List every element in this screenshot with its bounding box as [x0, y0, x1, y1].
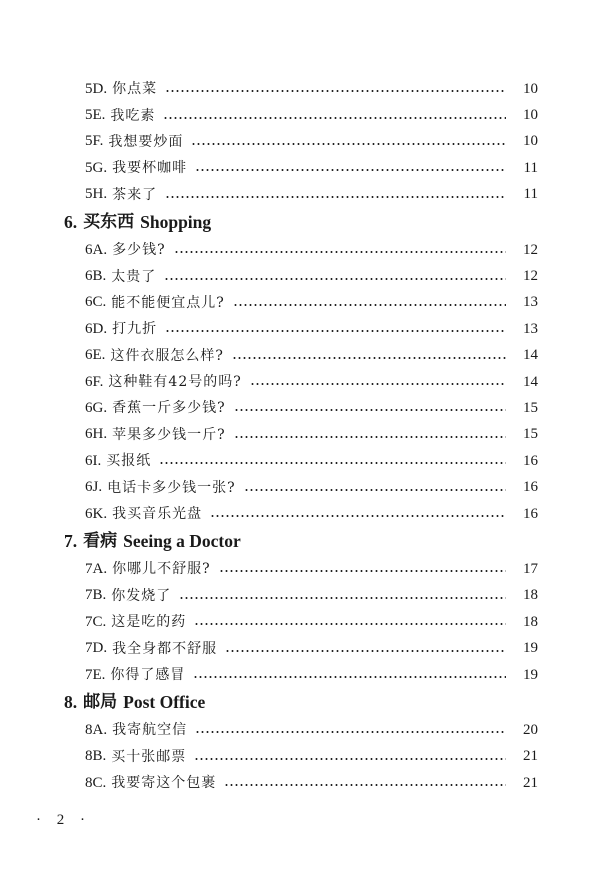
entry-page-number: 17	[523, 560, 538, 577]
dot-leader	[193, 676, 506, 678]
section-title-zh: 邮局	[83, 692, 118, 713]
toc-entry-6h[interactable]	[85, 422, 538, 448]
section-title-en: Shopping	[140, 211, 212, 232]
toc-entry-6c[interactable]	[85, 290, 538, 316]
entry-title: 我要杯咖啡	[112, 160, 188, 177]
entry-title: 多少钱?	[112, 242, 166, 259]
toc-entry-5f[interactable]	[85, 129, 538, 155]
entry-title: 我寄航空信	[112, 722, 188, 739]
entry-page-number: 11	[523, 159, 538, 176]
toc-entry-7e[interactable]	[85, 662, 538, 688]
entry-title: 这是吃的药	[111, 614, 187, 631]
toc-entry-6g[interactable]	[85, 395, 538, 421]
toc-entry-7d[interactable]	[85, 635, 538, 661]
entry-code: 6H.	[85, 426, 108, 443]
entry-page-number: 14	[523, 373, 538, 390]
entry-code: 6A.	[85, 241, 108, 258]
entry-code: 8C.	[85, 774, 107, 791]
entry-title: 买报纸	[106, 453, 152, 470]
dot-leader	[194, 623, 506, 625]
toc-entry-6e[interactable]	[85, 343, 538, 369]
dot-leader	[224, 784, 506, 786]
dot-leader	[210, 515, 506, 517]
toc-entry-7a[interactable]	[85, 556, 538, 582]
entry-code: 6K.	[85, 505, 108, 522]
entry-page-number: 18	[523, 613, 538, 630]
dot-leader	[165, 196, 506, 198]
entry-page-number: 14	[523, 347, 538, 364]
entry-title: 你点菜	[112, 81, 158, 98]
entry-title: 打九折	[112, 321, 158, 338]
dot-leader	[194, 758, 506, 760]
entry-title: 我吃素	[110, 107, 156, 124]
section-title-en: Seeing a Doctor	[123, 531, 241, 551]
entry-title: 香蕉一斤多少钱?	[112, 400, 226, 417]
entry-page-number: 12	[523, 241, 538, 258]
entry-page-number: 21	[523, 748, 538, 765]
dot-leader	[163, 117, 506, 119]
toc-entry-6b[interactable]	[85, 263, 538, 289]
dot-leader	[164, 278, 506, 280]
entry-title: 你哪儿不舒服?	[112, 561, 211, 578]
entry-code: 5G.	[85, 159, 108, 176]
toc-entry-5e[interactable]	[85, 102, 538, 128]
dot-leader	[165, 90, 506, 92]
entry-page-number: 13	[523, 320, 538, 337]
entry-title: 这种鞋有42号的吗?	[108, 374, 242, 391]
entry-title: 我要寄这个包裹	[111, 775, 217, 792]
entry-code: 6B.	[85, 268, 107, 285]
entry-page-number: 19	[523, 666, 538, 683]
section-title-zh: 看病	[83, 531, 118, 552]
dot-leader	[232, 357, 506, 359]
section-title-zh: 买东西	[83, 211, 135, 232]
entry-code: 5D.	[85, 80, 108, 97]
dot-leader	[179, 597, 506, 599]
entry-page-number: 19	[523, 640, 538, 657]
entry-code: 6G.	[85, 399, 108, 416]
entry-page-number: 10	[523, 133, 538, 150]
entry-code: 5H.	[85, 186, 108, 203]
dot-leader	[191, 143, 506, 145]
dot-leader	[165, 330, 506, 332]
entry-title: 苹果多少钱一斤?	[112, 426, 226, 443]
toc-entry-6a[interactable]	[85, 237, 538, 263]
entry-page-number: 16	[523, 479, 538, 496]
toc-entry-6d[interactable]	[85, 316, 538, 342]
entry-page-number: 10	[523, 80, 538, 97]
entry-page-number: 16	[523, 505, 538, 522]
entry-title: 你发烧了	[111, 587, 172, 604]
toc-entry-7b[interactable]	[85, 583, 538, 609]
entry-page-number: 15	[523, 399, 538, 416]
dot-leader	[225, 650, 506, 652]
entry-code: 5F.	[85, 133, 104, 150]
toc-entry-8b[interactable]	[85, 744, 538, 770]
entry-title: 我想要炒面	[108, 133, 184, 150]
entry-page-number: 12	[523, 268, 538, 285]
entry-code: 6D.	[85, 320, 108, 337]
toc-entry-8c[interactable]	[85, 770, 538, 796]
entry-page-number: 21	[523, 774, 538, 791]
section-heading-7[interactable]	[64, 527, 600, 556]
entry-title: 能不能便宜点儿?	[111, 294, 225, 311]
dot-leader	[195, 731, 506, 733]
entry-title: 电话卡多少钱一张?	[107, 479, 236, 496]
dot-leader	[174, 251, 506, 253]
entry-title: 你得了感冒	[110, 667, 186, 683]
entry-page-number: 16	[523, 452, 538, 469]
entry-page-number: 18	[523, 587, 538, 604]
toc-entry-7c[interactable]	[85, 609, 538, 635]
dot-leader	[244, 489, 506, 491]
entry-code: 8A.	[85, 721, 108, 738]
entry-title: 茶来了	[112, 186, 158, 203]
dot-leader	[250, 383, 506, 385]
dot-leader	[219, 570, 506, 572]
entry-code: 7D.	[85, 640, 108, 657]
toc-entry-5h[interactable]	[85, 182, 538, 208]
dot-leader	[159, 462, 506, 464]
entry-code: 6E.	[85, 347, 106, 364]
dot-leader	[195, 169, 506, 171]
entry-page-number: 15	[523, 426, 538, 443]
entry-title: 我全身都不舒服	[112, 640, 218, 657]
section-heading-6[interactable]	[64, 208, 600, 237]
toc-entry-6i[interactable]	[85, 448, 538, 474]
entry-page-number: 10	[523, 107, 538, 124]
toc-entry-5d[interactable]	[85, 76, 538, 102]
entry-page-number: 20	[523, 721, 538, 738]
entry-code: 5E.	[85, 107, 106, 124]
toc-entry-5g[interactable]	[85, 155, 538, 181]
entry-code: 7A.	[85, 560, 108, 577]
section-number: 6.	[64, 211, 78, 232]
entry-page-number: 13	[523, 294, 538, 311]
page-number-footer: · 2 ·	[36, 812, 91, 828]
section-number: 7.	[64, 531, 78, 551]
entry-code: 8B.	[85, 748, 107, 765]
entry-title: 我买音乐光盘	[112, 506, 203, 523]
entry-title: 买十张邮票	[111, 748, 187, 765]
toc-entry-6f[interactable]	[85, 369, 538, 395]
toc-entry-8a[interactable]	[85, 717, 538, 743]
entry-code: 6J.	[85, 479, 103, 496]
entry-page-number: 11	[523, 186, 538, 203]
entry-code: 7B.	[85, 587, 107, 604]
entry-code: 6I.	[85, 452, 102, 469]
entry-title: 太贵了	[111, 268, 157, 285]
dot-leader	[233, 304, 506, 306]
entry-code: 6F.	[85, 373, 104, 390]
entry-code: 7E.	[85, 666, 106, 683]
toc-entry-6j[interactable]	[85, 474, 538, 500]
section-heading-8[interactable]	[64, 688, 600, 717]
dot-leader	[234, 436, 506, 438]
section-number: 8.	[64, 691, 78, 712]
entry-code: 7C.	[85, 613, 107, 630]
toc-entry-6k[interactable]	[85, 501, 538, 527]
dot-leader	[234, 409, 506, 411]
table-of-contents	[0, 76, 600, 796]
section-title-en: Post Office	[123, 691, 206, 712]
entry-code: 6C.	[85, 294, 107, 311]
entry-title: 这件衣服怎么样?	[110, 347, 224, 364]
